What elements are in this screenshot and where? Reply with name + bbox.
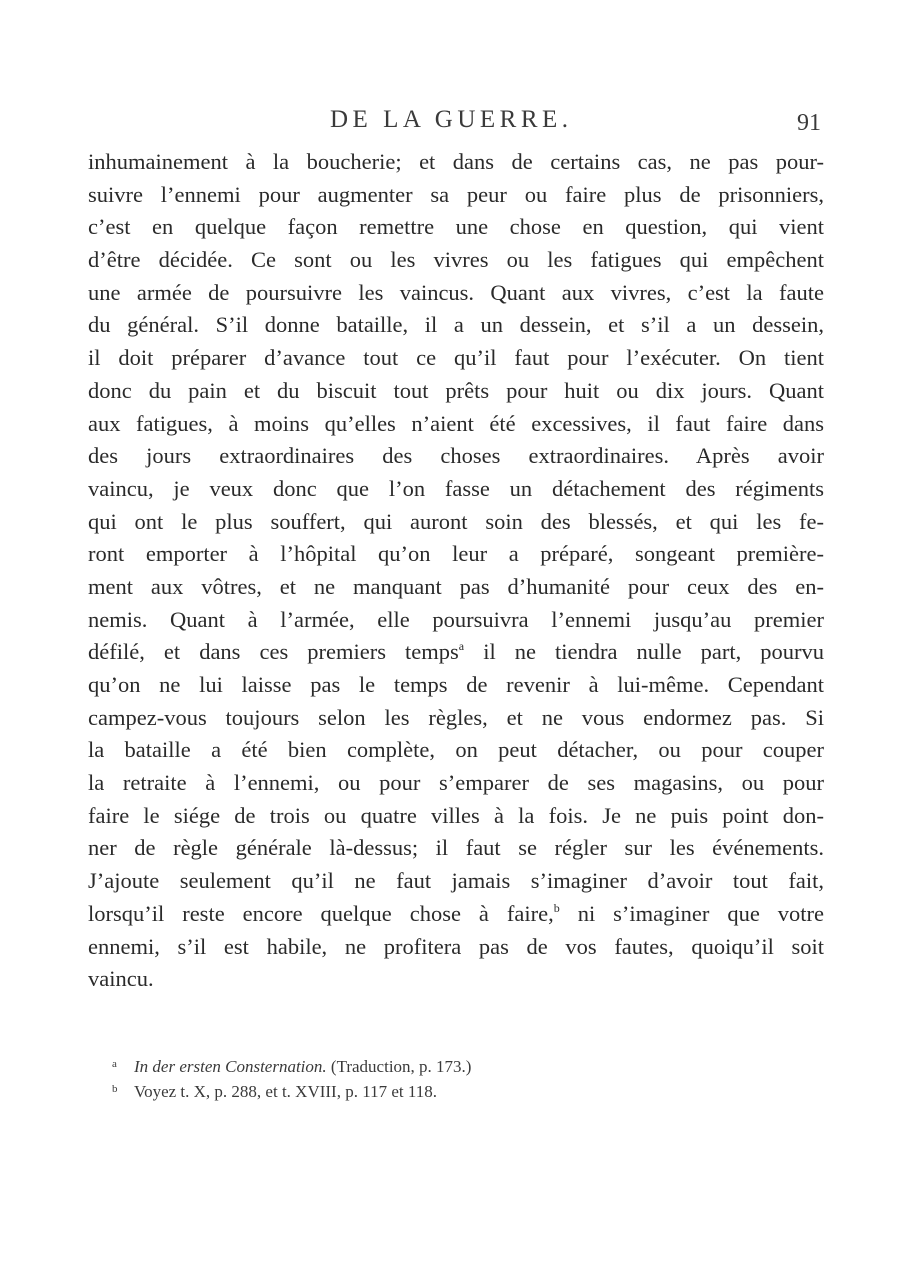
text-line: des jours extraordinaires des choses extraordinaires. Après avoir xyxy=(88,443,824,469)
text-line: ner de règle générale là-dessus; il faut se régler sur les événements. xyxy=(88,835,824,861)
text-line: J’ajoute seulement qu’il ne faut jamais s’imaginer d’avoir tout fait, xyxy=(88,868,824,894)
text-line: donc du pain et du biscuit tout prêts pour huit ou dix jours. Quant xyxy=(88,377,824,403)
text-line: il doit préparer d’avance tout ce qu’il faut pour l’exécuter. On tient xyxy=(88,345,824,371)
text-line-with-note-b xyxy=(88,898,824,931)
text-segment: défilé, et dans ces premiers temps xyxy=(88,639,459,665)
running-title: DE LA GUERRE. xyxy=(330,106,573,133)
text-line: qui ont le plus souffert, qui auront soin des blessés, et qui les fe- xyxy=(88,508,824,534)
note-marker-a: a xyxy=(458,639,465,654)
text-line: c’est en quelque façon remettre une chose en question, qui vient xyxy=(88,214,824,240)
text-line: campez-vous toujours selon les règles, et ne vous endormez pas. Si xyxy=(88,704,824,730)
text-line: inhumainement à la boucherie; et dans de certains cas, ne pas pour- xyxy=(88,149,824,174)
footnote-italic-text: In der ersten Consternation. xyxy=(134,1057,327,1076)
text-line: suivre l’ennemi pour augmenter sa peur ou faire plus de prisonniers, xyxy=(88,181,824,207)
text-line: ennemi, s’il est habile, ne profitera pas de vos fautes, quoiqu’il soit xyxy=(88,933,824,959)
text-line-with-note-a xyxy=(88,636,824,669)
running-head xyxy=(0,106,900,140)
text-line: d’être décidée. Ce sont ou les vivres ou les fatigues qui empêchent xyxy=(88,247,824,273)
text-segment: lorsqu’il reste encore quelque chose à faire, xyxy=(88,900,554,926)
text-line: vaincu, je veux donc que l’on fasse un détachement des régiments xyxy=(88,475,824,501)
body-text xyxy=(88,146,824,996)
text-line: aux fatigues, à moins qu’elles n’aient été excessives, il faut faire dans xyxy=(88,410,824,436)
footnotes xyxy=(112,1054,712,1104)
footnote-text: (Traduction, p. 173.) xyxy=(330,1057,472,1076)
note-marker-b: b xyxy=(553,900,560,915)
text-line: vaincu. xyxy=(88,966,154,992)
text-line: du général. S’il donne bataille, il a un dessein, et s’il a un dessein, xyxy=(88,312,824,338)
text-line: faire le siége de trois ou quatre villes à la fois. Je ne puis point don- xyxy=(88,802,824,828)
text-line: une armée de poursuivre les vaincus. Quant aux vivres, c’est la faute xyxy=(88,279,824,305)
text-segment: ni s’imaginer que votre xyxy=(577,900,825,926)
text-line: ront emporter à l’hôpital qu’on leur a préparé, songeant première- xyxy=(88,541,824,567)
page-number: 91 xyxy=(797,110,821,136)
text-line: la retraite à l’ennemi, ou pour s’emparer de ses magasins, ou pour xyxy=(88,770,824,796)
footnote-text: Voyez t. X, p. 288, et t. XVIII, p. 117 et 118. xyxy=(134,1082,437,1101)
footnote-b: b Voyez t. X, p. 288, et t. XVIII, p. 117 et 118. xyxy=(112,1082,437,1101)
text-line: ment aux vôtres, et ne manquant pas d’humanité pour ceux des en- xyxy=(88,573,824,599)
text-line: nemis. Quant à l’armée, elle poursuivra l’ennemi jusqu’au premier xyxy=(88,606,824,632)
footnote-a: a In der ersten Consternation. (Traduction, p. 173.) xyxy=(112,1057,472,1076)
text-line: qu’on ne lui laisse pas le temps de revenir à lui-même. Cependant xyxy=(88,672,824,697)
text-line: la bataille a été bien complète, on peut détacher, ou pour couper xyxy=(88,737,824,763)
text-segment: il ne tiendra nulle part, pourvu xyxy=(483,639,825,665)
